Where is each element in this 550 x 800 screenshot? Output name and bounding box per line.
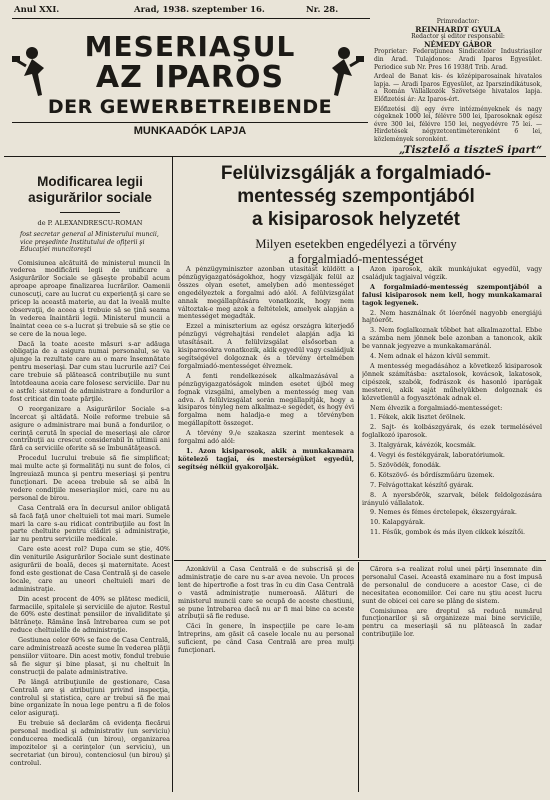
- top-rule: [12, 18, 370, 19]
- paragraph: Azon iparosok, akik munkájukat egyedül, vagy családjuk tagjaival végzik.: [362, 266, 542, 281]
- left-article: [10, 174, 170, 790]
- volume-label: Anul XXI.: [14, 5, 60, 15]
- section-rule: [174, 560, 546, 561]
- column-divider-bottom: [358, 562, 359, 792]
- main-article-col-2: [362, 266, 542, 556]
- masthead-bottom-rule: [4, 156, 546, 157]
- continuation-col-1: [178, 566, 354, 792]
- official-paper-text: Ardeal de Banat kis- és középiparosainak hivatalos lapja. — Aradi Iparos Egyesület, az Iparszindikátusok, a Román Vállalkozók Szövetsége hivatalos lapja. Előfizetési ár: Az Iparos-ért.: [374, 73, 542, 103]
- slogan: „Tisztelő a tiszteS ipart“: [398, 143, 542, 156]
- paragraph: Dacă la toate aceste măsuri s-ar adăuga obligaţia de a asigura numai personalul, se va ajunge la rezultate care au o mare însemnătate pentru meseriaşi. Dar cum stau lucrurile azi? Cei care trebuie să plătească contribuţiile nu sunt întotdeauna aceia care folosesc serviciile. Dar nu e astfel: sistemul de administrare a fondurilor a fost criticat din toate părţile.: [10, 339, 170, 403]
- paragraph: Nem élvezik a forgalmiadó-mentességet:: [370, 403, 503, 412]
- paragraph: Azonkívül a Casa Centrală e de subscrisă şi de administraţie de care nu s-ar avea nevoie. Un proces lent de hipertrofie a fost tras în cu din Casa Centrală o vastă administraţie numeroasă. Alături de ministerul muncii care se ocupă de aceste chestiuni, se pune întrebarea dacă nu ar fi mai bine ca aceste atribuţii să fie reduse.: [178, 566, 354, 621]
- main-headline: [176, 162, 536, 267]
- paragraph: Ezzel a miniszterium az egész országra kiterjedő pénzügyi végrehajtási rendelet alapján adja ki utasításait. A felülvizsgálat elsősorban a kisiparosokra vonatkozik, akik egyedül vagy családjuk segítségével dolgoznak és a törvény értelmében forgalmiadó-mentességet élveznek.: [178, 322, 354, 370]
- left-title-line-2: asigurărilor sociale: [28, 190, 152, 205]
- paragraph: O reorganizare a Asigurărilor Sociale s-a încercat şi altădată. Noile reforme trebuie să asigure o administrare mai bună a fondurilor, o cerinţă cerută în special de meseriaşi ale căror contribuţii au crescut considerabil în ultimii ani fără ca serviciile oferite să se îmbunătăţească.: [10, 404, 170, 453]
- paragraph: A pénzügyminiszter azonban utasítást küldött a pénzügyigazgatóságokhoz, hogy vizsgálják felül az összes olyan esetet, amelyben adó mentességet engedélyeztek a forgalmi adó alól. A felülvizsgálat annak megállapítására vonatkozik, hogy nem változtak-e meg azok a feltételek, amelyek alapján a mentességet megadták.: [178, 266, 354, 321]
- paragraph: 1. Fékek, akik lisztet őrölnek.: [370, 413, 466, 422]
- top-line: [14, 4, 536, 18]
- paragraph: 3. Nem foglalkoznak tőbbet hat alkalmazottal. Ebbe a számba nem jönnek bele azonban a tanoncok, akik be vannak jegyezve a munkakamaránál.: [362, 326, 542, 351]
- masthead-title-german: DER GEWERBETREIBENDE: [47, 96, 333, 118]
- paragraph: Casa Centrală era în decursul anilor obligată să facă faţă unor cheltuieli tot mai mari. Sumele mari la care s-au ridicat contribuţiile au fost în parte cheltuite pentru clădiri şi administraţie, iar nu pentru serviciile medicale.: [10, 503, 170, 544]
- paragraph: 6. Kötszövő- és bőrdíszműáru üzemek.: [370, 470, 495, 479]
- paragraph: Procedul lucrului trebuie să fie simplificat; mai multe acte şi formalităţi nu sunt de folos, ci îngreuiază munca şi pentru meseriaşi şi pentru funcţionari. De aceea trebuie să se aibă în vedere condiţiile meseriaşilor mici, care nu au personal de birou.: [10, 454, 170, 502]
- paragraph: A mentesség megadásához a következő kisiparosok jönnek számításba: asztalosok, kovácsok, lakatosok, cipészek, szabók, fodrászok és hasonló iparágak mesterei, akik saját műhelyükben dolgoznak és közvetlenül a fogyasztónak adnak el.: [362, 361, 542, 402]
- paragraph: Comisiunea are dreptul să reducă numărul funcţionarilor şi să organizeze mai bine serviciile, pentru ca meseriaşii să nu plătească în zadar contribuţiile lor.: [362, 606, 542, 639]
- masthead-title-hungarian: AZ IPAROS: [95, 60, 285, 95]
- paragraph: Cărora s-a realizat rolul unei părţi însemnate din personalul Casei. Această examinare nu a fost impusă de personalul de conducere a acestor Case, ci de necesitatea economiilor. Cei care nu ştiu acest lucru sunt de obicei cei care se plâng de sistem.: [362, 566, 542, 605]
- paragraph: Eu trebuie să declarăm că evidenţa fiecărui personal medical şi administrativ (un serviciu) conducerea medicală (un birou), organizarea impozitelor şi a cerinţelor (un serviciu), un secretariat (un birou), contenciosul (un birou) şi controlul.: [10, 719, 170, 767]
- paragraph: 11. Fésűk, gombok és más ilyen cikkek készítői.: [370, 528, 526, 537]
- paragraph: A fenti rendelkezések alkalmazásával a pénzügyigazgatóságok minden esetet újból meg fognak vizsgálni, amelyben a mentesség meg van adva. A felülvizsgálat során megállapítják, hogy a kisiparos tényleg nem alkalmaz-e segédet, és hogy évi forgalma nem haladja-e meg a törvényben megállapított összeget.: [178, 371, 354, 428]
- paragraph: 8. A nyersbőrök, szarvak, bélek feldolgozására irányuló vállalatok.: [362, 490, 542, 507]
- column-divider-mid: [358, 266, 359, 558]
- editor-name: NÉMEDY GÁBOR: [424, 39, 492, 49]
- left-article-title: [10, 174, 170, 206]
- issue-date: Arad, 1938. szeptember 16.: [134, 5, 265, 15]
- column-divider-left: [172, 156, 173, 792]
- masthead-tagline: MUNKAADÓK LAPJA: [133, 125, 247, 137]
- headline-line-3: a kisiparosok helyzetét: [251, 209, 461, 230]
- paragraph: 9. Nemes és fémes érctelepek, ékszergyárak.: [370, 508, 517, 517]
- subscription-text: Előfizetési díj egy évre intézményeknek és nagy cégeknek 1000 lei, félévre 500 lei, Iparosoknak egész évre 300 lei, félévre 150 lei, negyedévre 75 lei. — Hirdetések négyzetcentiméterenként 6 lei, közlemények soronként.: [374, 105, 542, 143]
- left-article-subtitle: fost secretar general al Ministerului muncii, vice preşedinte Institutului de ofiţerii şi Educaţiei muncitoreşti: [20, 231, 159, 253]
- proprietor-text: Proprietar: Federaţiunea Sindicatelor Industriaşilor din Arad. Tulajdonos: Aradi Iparos Egyesület. Periodice sub Nr. Pres 16 1938/I Trib. Arad.: [374, 48, 542, 71]
- masthead-title-romanian: MESERIAŞUL: [84, 30, 296, 63]
- editor-role: Redactor şi editor responsabil:: [411, 33, 505, 41]
- left-title-rule: [60, 212, 120, 213]
- paragraph: 7. Felvágottakat készítő gyárak.: [370, 480, 474, 489]
- paragraph: Gestiunea celor 60% se face de Casa Centrală, care administrează aceste sume în vederea plăţii pensiilor viitoare. Din acest motiv, fondul trebuie să fie sigur şi bine plasat, şi nu cheltuit în construcţii de palate administrative.: [10, 636, 170, 676]
- paragraph: Din acest procent de 40% se plătesc medicii, farmaciile, spitalele şi serviciile de ajutor. Restul de 60% este destinat pensiilor de invaliditate şi bătrâneţe. Rămâne însă întrebarea cum se pot reduce cheltuielile de administraţie.: [10, 594, 170, 635]
- left-title-line-1: Modificarea legii: [37, 174, 143, 189]
- headline-line-1: Felülvizsgálják a forgalmiadó-: [220, 163, 492, 184]
- subheadline-line-1: Milyen esetekben engedélyezi a törvény: [255, 237, 457, 251]
- chief-editor-role: Primredactor:: [436, 18, 480, 25]
- chief-editor-name: REINHARDT GYULA: [415, 24, 501, 34]
- masthead-rule: [12, 122, 368, 123]
- paragraph: A forgalmiadó-mentesség szempontjából a falusi kisiparosok nem kell, hogy munkakamarai tagok legyenek.: [362, 282, 542, 307]
- paragraph: 4. Nem adnak el házon kívül semmit.: [370, 352, 491, 361]
- left-article-author: de P. ALEXANDRESCU-ROMAN: [37, 219, 143, 227]
- issue-number: Nr. 28.: [306, 5, 339, 15]
- paragraph: 10. Kalapgyárak.: [370, 518, 426, 527]
- paragraph: 2. Sajt- és kolbászgyárak, és ezek termelésével foglalkozó iparosok.: [362, 423, 542, 440]
- paragraph: A törvény 9./e szakasza szerint mentesek a forgalmi adó alól:: [178, 429, 354, 446]
- paragraph: 3. Italgyárak, kávézók, kocsmák.: [370, 441, 476, 450]
- main-article-col-1: [178, 266, 354, 556]
- paragraph: Comisiunea alcătuită de ministerul muncii în vederea modificării legii de unificare a Asigurărilor Sociale se găseşte probabil acum aproape aproape finalizarea lucrărilor. Oamenii cunoscuţi, care au lucrat cu experienţă şi care se pricep la această materie, au dat la iveală multe observaţii, de aceea şi trebuie să se ţină seama în vederea înaintării legii. Ministerul muncii a înaintat ceea ce s-a lucrat şi trebuie să se ştie ce se cere de la noua lege.: [10, 259, 170, 338]
- paragraph: 1. Azon kisiparosok, akik a munkakamara kötelező tagjai, és mesterségüket egyedül, segítség nélkül gyakorolják.: [178, 446, 354, 471]
- newspaper-page: [4, 4, 546, 796]
- masthead: [12, 30, 368, 150]
- paragraph: 4. Vegyi és festékgyárak, laboratóriumok.: [370, 451, 505, 460]
- headline-line-2: mentesség szempontjából: [237, 186, 475, 207]
- paragraph: 5. Szövödék, fonodák.: [370, 460, 441, 469]
- paragraph: Pe lângă atribuţiunile de gestionare, Casa Centrală are şi atribuţiuni privind inspecţia, controlul şi statistica, care ar trebui să fie mai bine organizate în noua lege pentru a fi de folos celor asiguraţi.: [10, 677, 170, 718]
- subheadline-line-2: a forgalmiadó-mentességet: [288, 252, 424, 266]
- paragraph: Care este acest rol? Dupa cum se ştie, 40% din veniturile Asigurărilor Sociale sunt destinate asigurării de boală, deces şi maternitate. Acest fond este gestionat de Casa Centrală şi de casele locale, care au uneori cheltuieli mari de administraţie.: [10, 545, 170, 593]
- left-article-body: [10, 260, 170, 790]
- paragraph: 2. Nem használnak őt lóerőnél nagyobb energiájú hajtóerőt.: [362, 308, 542, 325]
- paragraph: Căci în genere, în inspecţiile pe care le-am întreprins, am găsit că casele locale nu au personal suficient, pe când Casa Centrală are prea mulţi funcţionari.: [178, 622, 354, 655]
- continuation-col-2: [362, 566, 542, 792]
- publisher-info: [374, 18, 542, 154]
